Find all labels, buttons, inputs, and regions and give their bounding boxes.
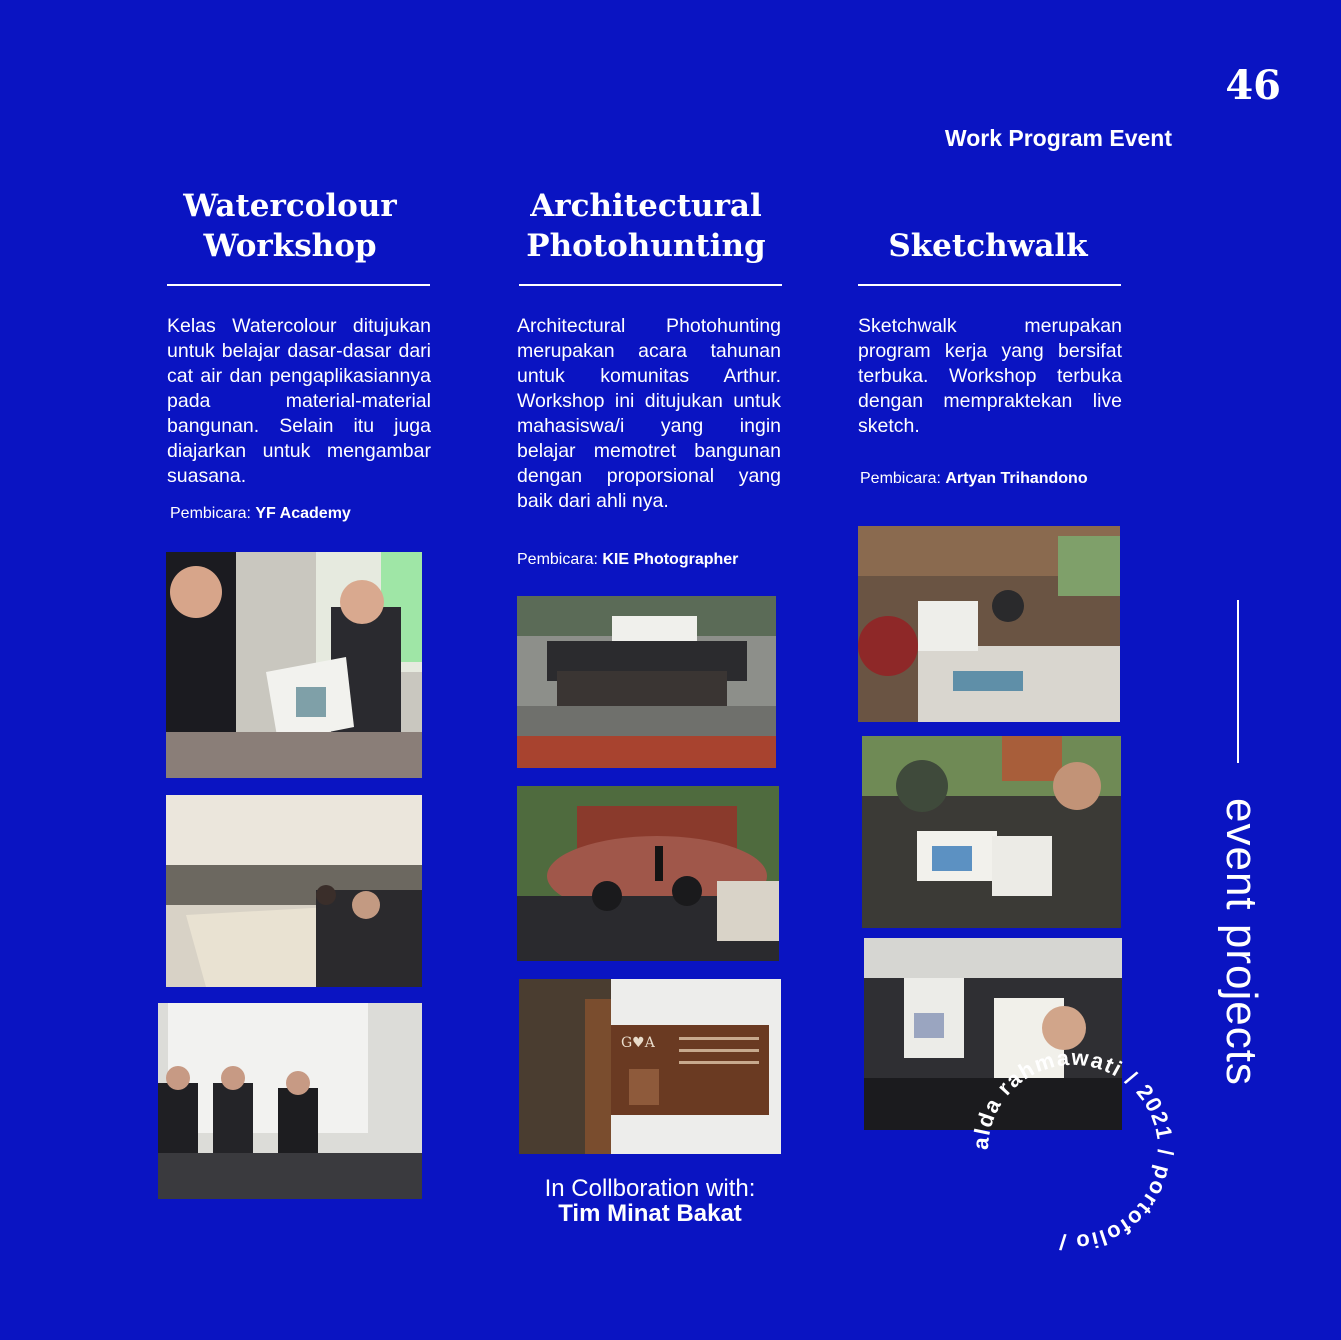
speaker-label: Pembicara: [170, 505, 251, 522]
column-description: Sketchwalk merupakan program kerja yang bersifat terbuka. Workshop terbuka dengan mempraktekan live sketch. [858, 315, 1122, 437]
side-label: event projects [1217, 798, 1266, 1086]
speaker-name: Artyan Trihandono [945, 470, 1088, 487]
speaker-label: Pembicara: [860, 470, 941, 487]
portfolio-stamp [958, 1035, 1188, 1265]
speaker-credit [170, 504, 351, 524]
stamp-text: alda rahmawati / 2021 / portofolio / [967, 1044, 1179, 1256]
title-divider [858, 284, 1121, 286]
crowd-sketch-photo [862, 736, 1121, 928]
svg-text:alda rahmawati / 2021 / portof [968, 1045, 1178, 1256]
speakers-photo [158, 1003, 422, 1199]
vertical-divider [1237, 600, 1239, 763]
column-title-watercolour [140, 186, 440, 266]
column-description: Kelas Watercolour ditujukan untuk belajar dasar-dasar dari cat air dan pengaplikasiannya pada material-material bangunan. Selain itu juga diajarkan untuk mengambar suasana. [167, 315, 431, 487]
title-line-2: Workshop [203, 228, 377, 264]
speaker-credit [860, 469, 1088, 489]
title-line-2: Photohunting [526, 228, 766, 264]
speaker-name: YF Academy [255, 505, 351, 522]
speaker-label: Pembicara: [517, 551, 598, 568]
title-line-1: Sketchwalk [888, 228, 1088, 264]
column-title-sketchwalk [838, 226, 1138, 266]
group-photo [517, 596, 776, 768]
gallery-wall-photo [519, 979, 781, 1154]
collaboration-credit [519, 1176, 781, 1226]
page-number: 46 [1225, 62, 1281, 109]
collaboration-label: In Collboration with: [544, 1175, 756, 1202]
watercolour-demo-photo [166, 552, 422, 778]
title-line-1: Architectural [530, 188, 762, 224]
classroom-photo [166, 795, 422, 987]
svg-text:G♥A: G♥A [621, 1035, 655, 1051]
collaboration-name: Tim Minat Bakat [558, 1200, 742, 1227]
title-divider [519, 284, 782, 286]
speaker-credit [517, 550, 738, 570]
section-label: Work Program Event [944, 125, 1172, 151]
amphitheater-photo [517, 786, 779, 961]
sketching-table-photo [858, 526, 1120, 722]
title-divider [167, 284, 430, 286]
title-line-1: Watercolour [183, 188, 397, 224]
column-title-photohunting [496, 186, 796, 266]
speaker-name: KIE Photographer [602, 551, 739, 568]
column-description: Architectural Photohunting merupakan acara tahunan untuk komunitas Arthur. Workshop ini ditujukan untuk mahasiswa/i yang ingin belajar memotret bangunan dengan proporsional yang baik dari ahli nya. [517, 315, 781, 512]
